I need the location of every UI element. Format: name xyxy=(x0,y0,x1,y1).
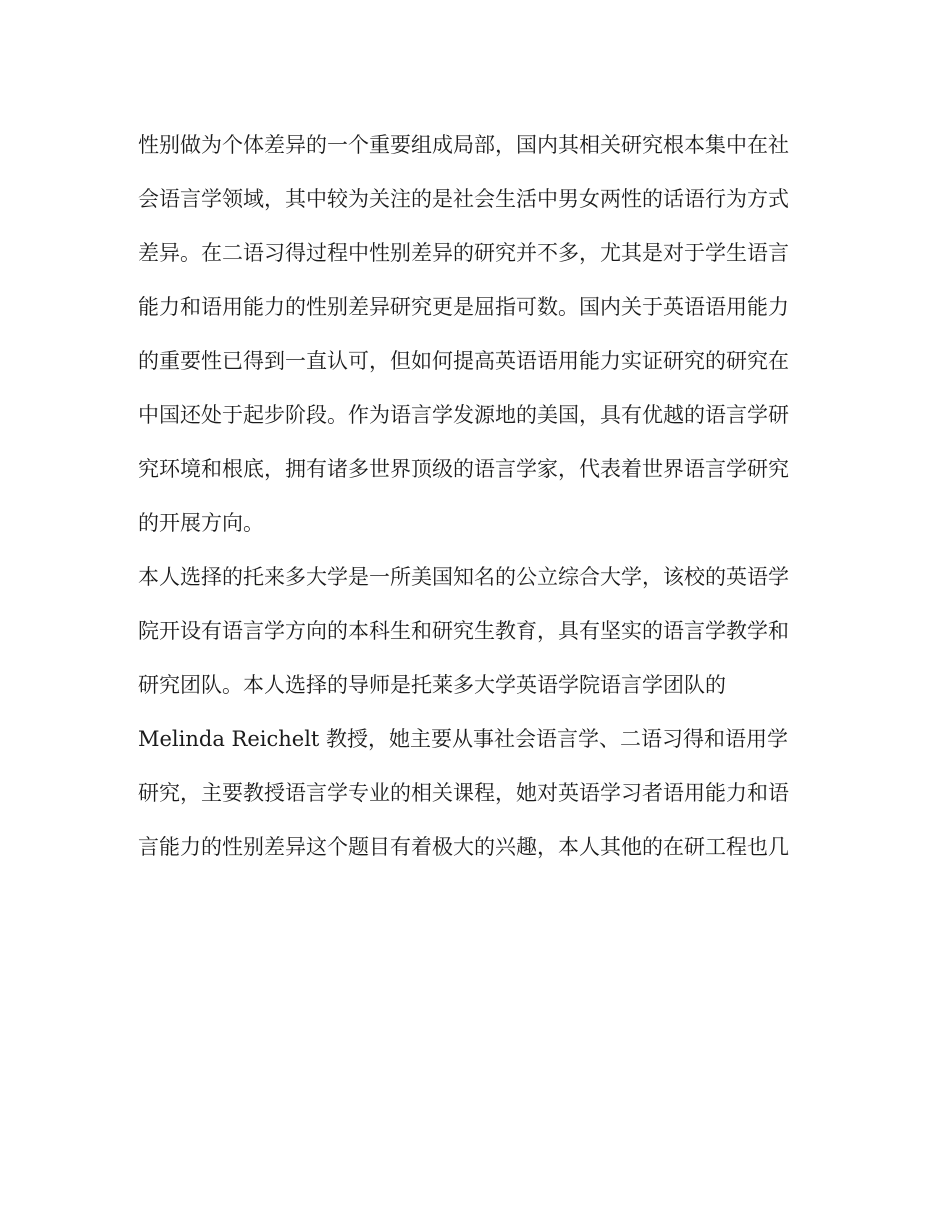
text-line: Melinda Reichelt 教授，她主要从事社会语言学、二语习得和语用学 xyxy=(138,727,789,751)
text-line: 的重要性已得到一直认可，但如何提高英语语用能力实证研究的研究在 xyxy=(138,349,789,373)
text-line: 能力和语用能力的性别差异研究更是屈指可数。国内关于英语语用能力 xyxy=(138,295,789,319)
text-line: 差异。在二语习得过程中性别差异的研究并不多，尤其是对于学生语言 xyxy=(138,241,789,265)
paragraph-1 xyxy=(138,118,818,550)
document-body xyxy=(138,118,818,874)
text-line: 院开设有语言学方向的本科生和研究生教育，具有坚实的语言学教学和 xyxy=(138,619,789,643)
text-line: 研究，主要教授语言学专业的相关课程，她对英语学习者语用能力和语 xyxy=(138,781,789,805)
text-line: 究环境和根底，拥有诸多世界顶级的语言学家，代表着世界语言学研究 xyxy=(138,457,789,481)
text-line: 会语言学领域，其中较为关注的是社会生活中男女两性的话语行为方式 xyxy=(138,187,789,211)
paragraph-2 xyxy=(138,550,818,874)
text-line: 性别做为个体差异的一个重要组成局部，国内其相关研究根本集中在社 xyxy=(138,133,789,157)
text-line: 言能力的性别差异这个题目有着极大的兴趣，本人其他的在研工程也几 xyxy=(138,835,789,859)
text-line: 中国还处于起步阶段。作为语言学发源地的美国，具有优越的语言学研 xyxy=(138,403,789,427)
text-line: 研究团队。本人选择的导师是托莱多大学英语学院语言学团队的 xyxy=(138,673,726,697)
text-line: 的开展方向。 xyxy=(138,511,264,535)
text-line: 本人选择的托来多大学是一所美国知名的公立综合大学，该校的英语学 xyxy=(138,565,789,589)
